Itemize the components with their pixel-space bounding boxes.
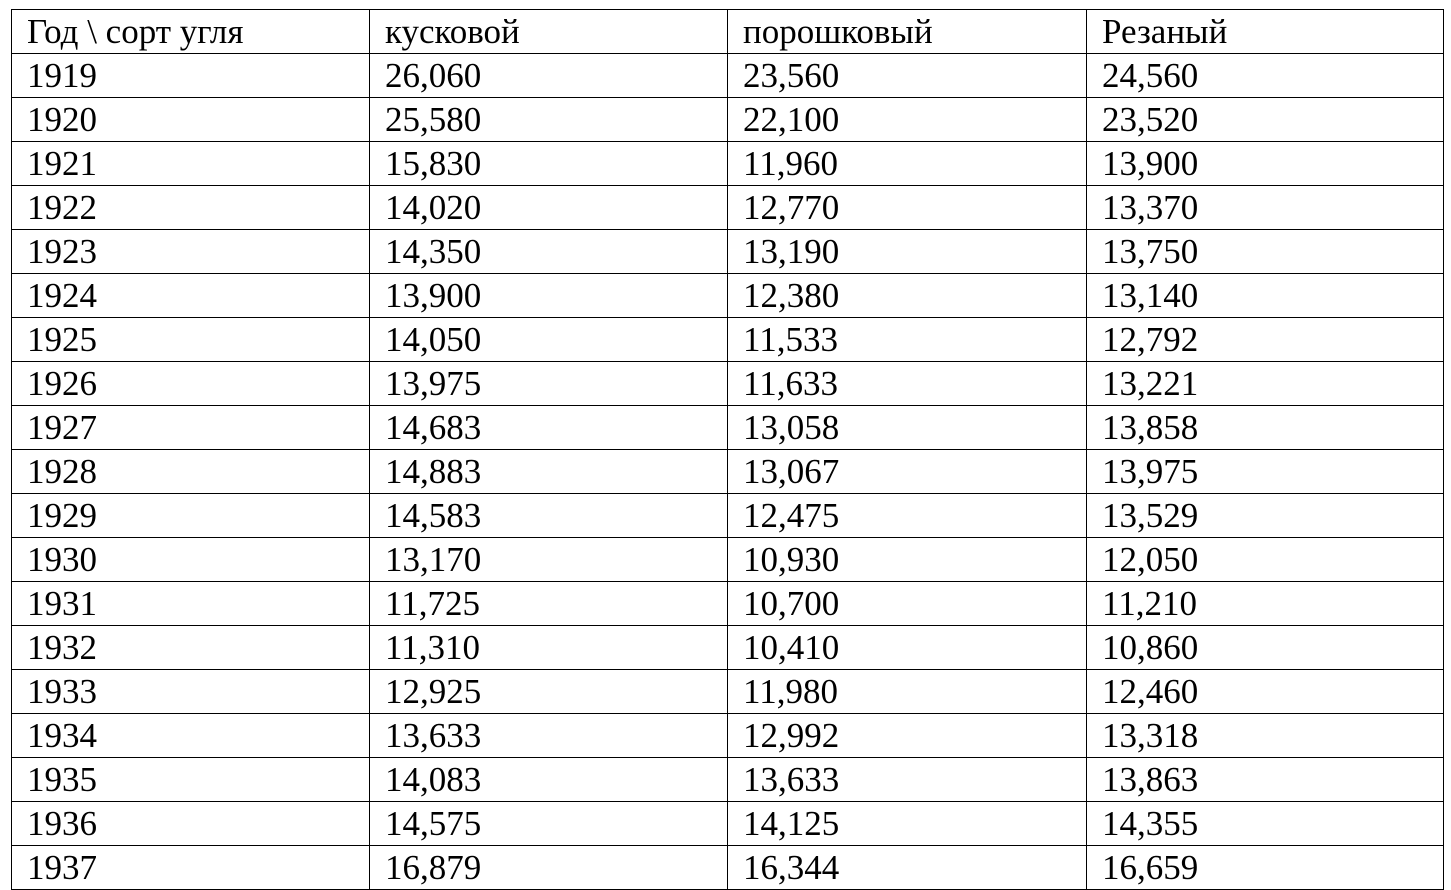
powder-value-cell: 12,475 — [728, 494, 1087, 538]
lump-value-cell: 14,683 — [370, 406, 728, 450]
cut-value-cell: 23,520 — [1087, 98, 1444, 142]
year-cell: 1920 — [12, 98, 370, 142]
table-row — [12, 494, 1444, 538]
year-cell: 1921 — [12, 142, 370, 186]
year-cell: 1927 — [12, 406, 370, 450]
year-cell: 1933 — [12, 670, 370, 714]
cut-value-cell: 24,560 — [1087, 54, 1444, 98]
table-row — [12, 582, 1444, 626]
year-cell: 1923 — [12, 230, 370, 274]
lump-value-cell: 13,975 — [370, 362, 728, 406]
powder-value-cell: 10,930 — [728, 538, 1087, 582]
lump-value-cell: 15,830 — [370, 142, 728, 186]
year-cell: 1930 — [12, 538, 370, 582]
lump-value-cell: 11,725 — [370, 582, 728, 626]
cut-value-cell: 13,900 — [1087, 142, 1444, 186]
cut-value-cell: 13,750 — [1087, 230, 1444, 274]
year-cell: 1922 — [12, 186, 370, 230]
year-cell: 1926 — [12, 362, 370, 406]
cut-value-cell: 13,863 — [1087, 758, 1444, 802]
year-cell: 1936 — [12, 802, 370, 846]
table-row — [12, 758, 1444, 802]
year-cell: 1928 — [12, 450, 370, 494]
powder-value-cell: 12,770 — [728, 186, 1087, 230]
cut-value-cell: 13,858 — [1087, 406, 1444, 450]
lump-value-cell: 11,310 — [370, 626, 728, 670]
lump-value-cell: 14,083 — [370, 758, 728, 802]
powder-value-cell: 23,560 — [728, 54, 1087, 98]
powder-value-cell: 14,125 — [728, 802, 1087, 846]
year-cell: 1932 — [12, 626, 370, 670]
lump-value-cell: 14,350 — [370, 230, 728, 274]
lump-value-cell: 13,170 — [370, 538, 728, 582]
table-row — [12, 538, 1444, 582]
powder-value-cell: 11,960 — [728, 142, 1087, 186]
powder-value-cell: 22,100 — [728, 98, 1087, 142]
powder-value-cell: 12,992 — [728, 714, 1087, 758]
cut-value-cell: 14,355 — [1087, 802, 1444, 846]
cut-value-cell: 12,460 — [1087, 670, 1444, 714]
powder-value-cell: 11,633 — [728, 362, 1087, 406]
cut-value-cell: 13,975 — [1087, 450, 1444, 494]
cut-value-cell: 13,370 — [1087, 186, 1444, 230]
header-lump: кусковой — [370, 10, 728, 54]
year-cell: 1929 — [12, 494, 370, 538]
table-row — [12, 230, 1444, 274]
cut-value-cell: 12,050 — [1087, 538, 1444, 582]
powder-value-cell: 11,980 — [728, 670, 1087, 714]
powder-value-cell: 16,344 — [728, 846, 1087, 890]
table-row — [12, 450, 1444, 494]
table-row — [12, 626, 1444, 670]
year-cell: 1937 — [12, 846, 370, 890]
powder-value-cell: 12,380 — [728, 274, 1087, 318]
lump-value-cell: 14,020 — [370, 186, 728, 230]
coal-price-table — [11, 9, 1444, 890]
table-row — [12, 362, 1444, 406]
cut-value-cell: 12,792 — [1087, 318, 1444, 362]
cut-value-cell: 13,529 — [1087, 494, 1444, 538]
lump-value-cell: 14,575 — [370, 802, 728, 846]
year-cell: 1919 — [12, 54, 370, 98]
year-cell: 1934 — [12, 714, 370, 758]
powder-value-cell: 13,067 — [728, 450, 1087, 494]
cut-value-cell: 10,860 — [1087, 626, 1444, 670]
header-cut: Резаный — [1087, 10, 1444, 54]
powder-value-cell: 10,700 — [728, 582, 1087, 626]
lump-value-cell: 14,583 — [370, 494, 728, 538]
cut-value-cell: 13,221 — [1087, 362, 1444, 406]
powder-value-cell: 13,058 — [728, 406, 1087, 450]
table-row — [12, 406, 1444, 450]
powder-value-cell: 13,190 — [728, 230, 1087, 274]
cut-value-cell: 13,140 — [1087, 274, 1444, 318]
powder-value-cell: 13,633 — [728, 758, 1087, 802]
table-body — [12, 10, 1444, 890]
year-cell: 1925 — [12, 318, 370, 362]
header-powder: порошковый — [728, 10, 1087, 54]
table-row — [12, 802, 1444, 846]
lump-value-cell: 13,900 — [370, 274, 728, 318]
lump-value-cell: 12,925 — [370, 670, 728, 714]
table-row — [12, 98, 1444, 142]
header-row — [12, 10, 1444, 54]
cut-value-cell: 16,659 — [1087, 846, 1444, 890]
cut-value-cell: 13,318 — [1087, 714, 1444, 758]
lump-value-cell: 16,879 — [370, 846, 728, 890]
lump-value-cell: 26,060 — [370, 54, 728, 98]
lump-value-cell: 14,050 — [370, 318, 728, 362]
header-year-grade: Год \ сорт угля — [12, 10, 370, 54]
lump-value-cell: 13,633 — [370, 714, 728, 758]
year-cell: 1924 — [12, 274, 370, 318]
lump-value-cell: 14,883 — [370, 450, 728, 494]
table-row — [12, 670, 1444, 714]
cut-value-cell: 11,210 — [1087, 582, 1444, 626]
table-row — [12, 714, 1444, 758]
table-row — [12, 54, 1444, 98]
powder-value-cell: 11,533 — [728, 318, 1087, 362]
powder-value-cell: 10,410 — [728, 626, 1087, 670]
table-row — [12, 186, 1444, 230]
table-row — [12, 846, 1444, 890]
table-row — [12, 318, 1444, 362]
year-cell: 1931 — [12, 582, 370, 626]
table-row — [12, 274, 1444, 318]
table-row — [12, 142, 1444, 186]
lump-value-cell: 25,580 — [370, 98, 728, 142]
year-cell: 1935 — [12, 758, 370, 802]
